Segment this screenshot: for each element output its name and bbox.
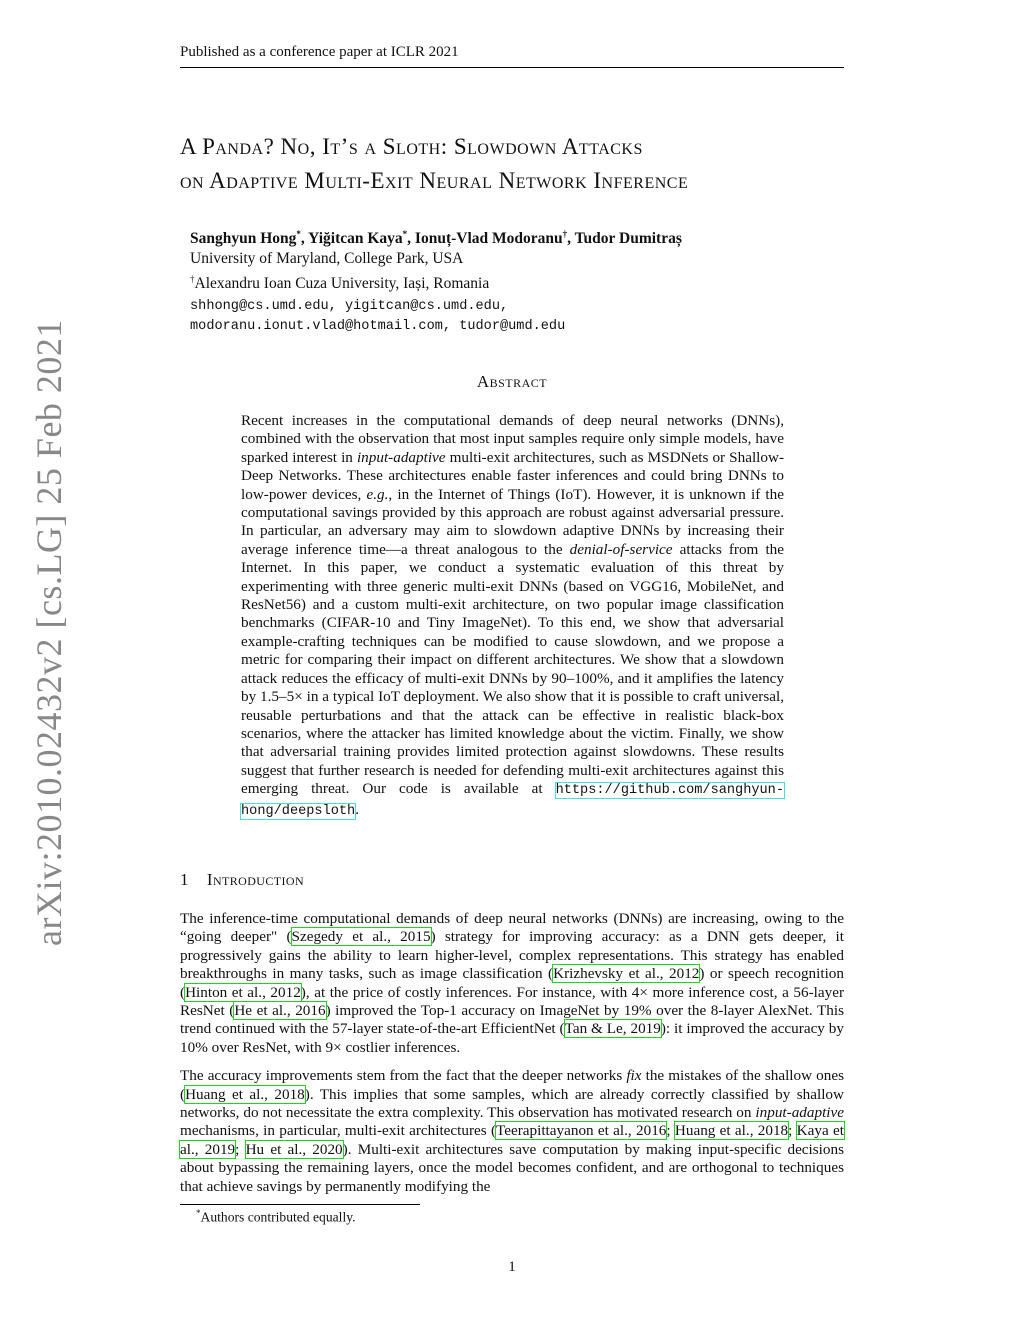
author-block (190, 224, 830, 337)
affiliation-umd: University of Maryland, College Park, USA (190, 250, 464, 268)
title-line-1: A Panda? No, It’s a Sloth: Slowdown Attacks (180, 134, 643, 159)
citation-link[interactable]: Kaya et al., 2019 (180, 1122, 844, 1158)
citation-link[interactable]: Huang et al., 2018 (185, 1085, 305, 1103)
email-line-1[interactable]: shhong@cs.umd.edu, yigitcan@cs.umd.edu, (190, 299, 509, 315)
paper-title (180, 130, 860, 198)
citation-link[interactable]: Hinton et al., 2012 (185, 983, 301, 1001)
running-header: Published as a conference paper at ICLR 2021 (180, 44, 844, 68)
intro-paragraph-1: The inference-time computational demands of deep neural networks (DNNs) are increasing, owing to the “going deeper" (Szegedy et al., 2015) strategy for improving accuracy: as a DNN gets deeper, it progressively gains the ability to learn higher-level, complex representations. This strategy has enabled breakthroughs in many tasks, such as image classification (Krizhevsky et al., 2012) or speech recognition (Hinton et al., 2012), at the price of costly inferences. For instance, with 4× more inference cost, a 56-layer ResNet (He et al., 2016) improved the Top-1 accuracy on ImageNet by 19% over the 8-layer AlexNet. This trend continued with the 57-layer state-of-the-art EfficientNet (Tan & Le, 2019): it improved the accuracy by 10% over ResNet, with 9× costlier inferences. (180, 910, 845, 1056)
citation-link[interactable]: Hu et al., 2020 (245, 1140, 343, 1158)
footnote-rule (180, 1204, 420, 1205)
arxiv-stamp: arXiv:2010.02432v2 [cs.LG] 25 Feb 2021 (29, 319, 69, 946)
affiliation-iasi: †Alexandru Ioan Cuza University, Iași, Romania (190, 274, 490, 293)
author-names: Sanghyun Hong*, Yiğitcan Kaya*, Ionuț-Vlad Modoranu†, Tudor Dumitraș (190, 229, 682, 248)
page-number: 1 (508, 1259, 516, 1275)
citation-link[interactable]: He et al., 2016 (234, 1002, 326, 1020)
citation-link[interactable]: Krizhevsky et al., 2012 (553, 965, 700, 983)
code-link[interactable]: https://github.com/sanghyun-hong/deepsloth (241, 783, 784, 819)
abstract-heading: Abstract (476, 372, 548, 391)
intro-paragraph-2: The accuracy improvements stem from the fact that the deeper networks fix the mistakes of the shallow ones (Huang et al., 2018). This implies that some samples, which are already correctly classified by shallow networks, do not necessitate the extra complexity. This observation has motivated research on input-adaptive mechanisms, in particular, multi-exit architectures (Teerapittayanon et al., 2016; Huang et al., 2018; Kaya et al., 2019; Hu et al., 2020). Multi-exit architectures save computation by making input-specific decisions about bypassing the remaining layers, once the model becomes confident, and are orthogonal to techniques that achieve savings by permanently modifying the (180, 1067, 844, 1195)
citation-link[interactable]: Teerapittayanon et al., 2016 (496, 1122, 667, 1140)
author-hong: Sanghyun Hong (190, 230, 297, 248)
section-heading-introduction: 1 Introduction (180, 870, 305, 889)
abstract-text: Recent increases in the computational demands of deep neural networks (DNNs), combined with the observation that most input samples require only simple models, have sparked interest in input-adaptive multi-exit architectures, such as MSDNets or Shallow-Deep Networks. These architectures enable faster inferences and could bring DNNs to low-power devices, e.g., in the Internet of Things (IoT). However, it is unknown if the computational savings provided by this approach are robust against adversarial pressure. In particular, an adversary may aim to slowdown adaptive DNNs by increasing their average inference time—a threat analogous to the denial-of-service attacks from the Internet. In this paper, we conduct a systematic evaluation of this threat by experimenting with three generic multi-exit DNNs (based on VGG16, MobileNet, and ResNet56) and a custom multi-exit architecture, on two popular image classification benchmarks (CIFAR-10 and Tiny ImageNet). To this end, we show that adversarial example-crafting techniques can be modified to cause slowdown, and we propose a metric for comparing their impact on different architectures. We show that a slowdown attack reduces the efficacy of multi-exit DNNs by 90–100%, and it amplifies the latency by 1.5–5× in a typical IoT deployment. We also show that it is possible to craft universal, reusable perturbations and that the attack can be effective in realistic black-box scenarios, where the attacker has limited knowledge about the victim. Finally, we show that adversarial training provides limited protection against slowdowns. These results suggest that further research is needed for defending multi-exit architectures against this emerging threat. Our code is available at https://github.com/sanghyun-hong/deepsloth. (241, 412, 785, 819)
citation-link[interactable]: Szegedy et al., 2015 (291, 928, 431, 946)
author-kaya: Yiğitcan Kaya (308, 230, 403, 248)
author-dumitras: Tudor Dumitraș (574, 230, 682, 248)
footnote: *Authors contributed equally. (196, 1208, 356, 1225)
citation-link[interactable]: Tan & Le, 2019 (564, 1020, 661, 1038)
citation-link[interactable]: Huang et al., 2018 (674, 1122, 789, 1140)
email-line-2[interactable]: modoranu.ionut.vlad@hotmail.com, tudor@umd.edu (190, 319, 566, 335)
title-line-2: on Adaptive Multi-Exit Neural Network Inference (180, 168, 689, 193)
author-modoranu: Ionuț-Vlad Modoranu (414, 230, 563, 248)
introduction-body (180, 910, 844, 1206)
